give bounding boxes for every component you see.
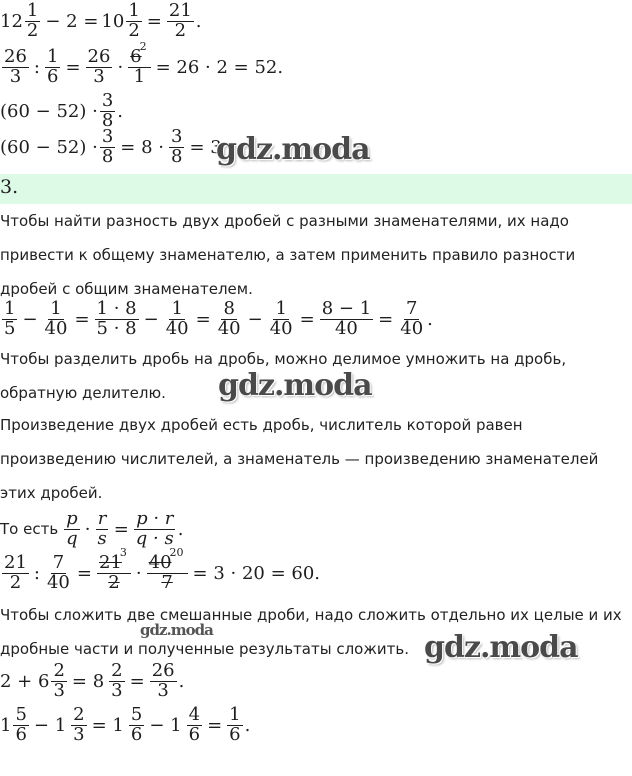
fraction-cancelled: $\frac{6^2}{1}$	[128, 48, 150, 87]
fraction: $\frac{p}{q}$	[66, 508, 78, 549]
watermark-logo: gdz.moda	[140, 621, 213, 639]
operator: =	[146, 10, 162, 32]
fraction: $\frac{21}{2}$	[168, 0, 192, 41]
result-text: = 26 · 2 = 52.	[155, 56, 284, 78]
equation-7: $\frac{21}{2}$ : $\frac{7}{40}$ = $\frac{21^3}{2}$ · $\frac{40^{20}}{7}$ = 3 · 20 = 60.	[4, 546, 321, 593]
fraction: $\frac{1 \cdot 8}{5 \cdot 8}$	[96, 298, 137, 339]
watermark-logo: gdz.moda	[216, 132, 370, 167]
fraction: $\frac{3}{8}$	[170, 126, 183, 167]
section-heading: 3.	[0, 176, 19, 198]
equation-6: То есть $\frac{p}{q}$ · $\frac{r}{s}$ = $\frac{p \cdot r}{q \cdot s}$ .	[0, 508, 184, 549]
paragraph-line: Чтобы сложить две смешанные дроби, надо сложить отдельно их целые и их	[0, 606, 622, 624]
watermark-logo: gdz.moda	[218, 368, 372, 403]
fraction: $\frac{7}{40}$	[46, 552, 70, 593]
fraction: $\frac{r}{s}$	[97, 508, 107, 549]
fraction: $\frac{26}{3}$	[4, 46, 27, 87]
fraction: $\frac{p \cdot r}{q \cdot s}$	[135, 508, 174, 549]
whole-part: 10	[101, 10, 125, 32]
fraction: $\frac{1}{40}$	[165, 298, 189, 339]
fraction-cancelled: $\frac{40^{20}}{7}$	[147, 554, 188, 593]
equation-2	[0, 40, 286, 87]
fraction: $\frac{1}{2}$	[26, 0, 39, 41]
fraction: $\frac{2}{3}$	[53, 660, 65, 701]
fraction: $\frac{1}{2}$	[128, 0, 140, 41]
equation-8: 2 + 6 $\frac{2}{3}$ = 8 $\frac{2}{3}$ = $\frac{26}{3}$ .	[0, 660, 185, 701]
fraction: $\frac{1}{6}$	[229, 704, 241, 745]
fraction: $\frac{2}{3}$	[73, 704, 85, 745]
fraction: $\frac{1}{6}$	[46, 46, 59, 87]
fraction: $\frac{26}{3}$	[151, 660, 175, 701]
watermark-logo: gdz.moda	[424, 630, 578, 665]
operator: − 2 =	[45, 10, 99, 32]
paragraph-line: Произведение двух дробей есть дробь, числитель которой равен	[0, 416, 523, 434]
fraction: $\frac{1}{5}$	[4, 298, 16, 339]
equation-3: (60 − 52) · $\frac{3}{8}$ .	[0, 90, 124, 131]
fraction: $\frac{1}{40}$	[44, 298, 68, 339]
equation-5: $\frac{1}{5}$ − $\frac{1}{40}$ = $\frac{1 \cdot 8}{5 \cdot 8}$ − $\frac{1}{40}$ = $\frac{8}{40}$ − $\frac{1}{40}$ = $\frac{8 - 1}{40}$ = $\frac{7}{40}$ .	[4, 298, 433, 339]
fraction: $\frac{21}{2}$	[4, 552, 27, 593]
operator: ·	[117, 56, 124, 78]
fraction: $\frac{8}{40}$	[217, 298, 241, 339]
paragraph-line: привести к общему знаменателю, а затем применить правило разности	[0, 246, 576, 264]
fraction: $\frac{5}{6}$	[130, 704, 143, 745]
fraction: $\frac{5}{6}$	[15, 704, 27, 745]
paragraph-line: Чтобы разделить дробь на дробь, можно делимое умножить на дробь,	[0, 350, 567, 368]
paragraph-line: Чтобы найти разность двух дробей с разными знаменателями, их надо	[0, 212, 569, 230]
paragraph-line: этих дробей.	[0, 484, 103, 502]
fraction-cancelled: $\frac{21^3}{2}$	[97, 554, 131, 593]
fraction: $\frac{26}{3}$	[87, 46, 111, 87]
equation-1: 12 $\frac{1}{2}$ − 2 = 10 $\frac{1}{2}$ = $\frac{21}{2}$ .	[0, 0, 202, 41]
paragraph-line: дробей с общим знаменателем.	[0, 280, 253, 298]
fraction: $\frac{3}{8}$	[101, 126, 114, 167]
fraction: $\frac{7}{40}$	[400, 298, 424, 339]
fraction: $\frac{3}{8}$	[101, 90, 114, 131]
operator: :	[33, 56, 40, 78]
section-highlight-band	[0, 174, 632, 204]
whole-part: 12	[0, 10, 23, 32]
fraction: $\frac{1}{40}$	[269, 298, 293, 339]
paragraph-line: дробные части и полученные результаты сложить.	[0, 640, 409, 658]
equation-9: 1 $\frac{5}{6}$ − 1 $\frac{2}{3}$ = 1 $\frac{5}{6}$ − 1 $\frac{4}{6}$ = $\frac{1}{6}$ .	[0, 704, 251, 745]
fraction: $\frac{4}{6}$	[188, 704, 201, 745]
paragraph-line: обратную делителю.	[0, 384, 166, 402]
fraction: $\frac{8 - 1}{40}$	[321, 298, 372, 339]
paragraph-line: произведению числителей, а знаменатель — произведению знаменателей	[0, 450, 599, 468]
operator: =	[65, 56, 81, 78]
equation-4: (60 − 52) · $\frac{3}{8}$ = 8 · $\frac{3}{8}$ = 3	[0, 126, 222, 167]
fraction: $\frac{2}{3}$	[111, 660, 123, 701]
